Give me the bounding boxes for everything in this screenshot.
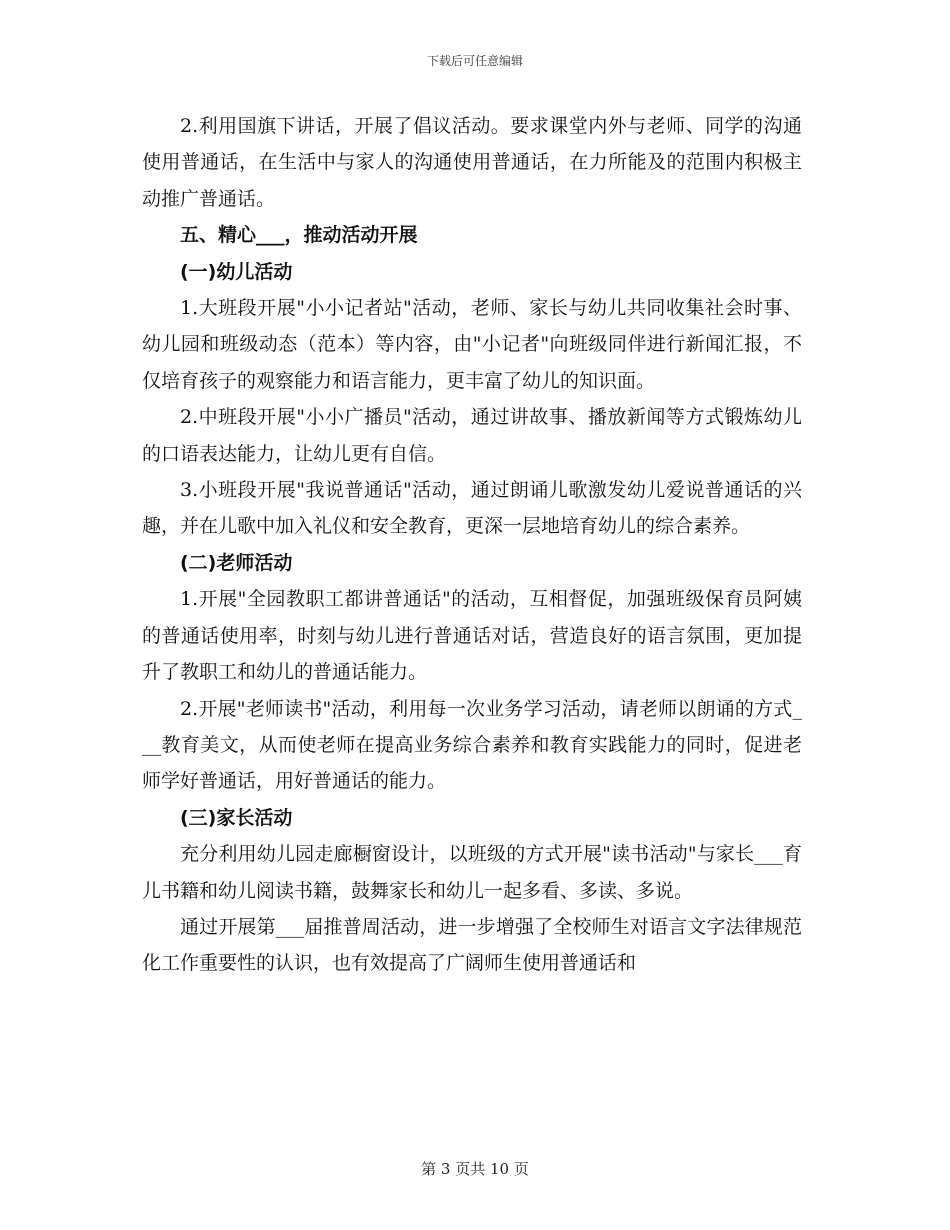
subheading-teacher-activities: (二)老师活动 xyxy=(180,551,293,574)
paragraph-1: 2.利用国旗下讲话，开展了倡议活动。要求课堂内外与老师、同学的沟通使用普通话，在生活中与家人的沟通使用普通话，在力所能及的范围内积极主动推广普通话。 xyxy=(142,115,802,210)
paragraph-6: 2.开展"老师读书"活动，利用每一次业务学习活动，请老师以朗诵的方式___教育美文，从而使老师在提高业务综合素养和教育实践能力的同时，促进老师学好普通话，用好普通话的能力。 xyxy=(142,697,802,793)
subheading-parent-activities: (三)家长活动 xyxy=(180,806,293,829)
paragraph-8: 通过开展第___届推普周活动，进一步增强了全校师生对语言文字法律规范化工作重要性的认识，也有效提高了广阔师生使用普通话和 xyxy=(142,915,802,975)
page-footer: 第 3 页共 10 页 xyxy=(421,1160,529,1178)
section-heading-5: 五、精心___，推动活动开展 xyxy=(180,224,418,247)
subheading-children-activities: (一)幼儿活动 xyxy=(180,260,293,283)
document-body xyxy=(142,108,802,982)
paragraph-4: 3.小班段开展"我说普通话"活动，通过朗诵儿歌激发幼儿爱说普通话的兴趣，并在儿歌中加入礼仪和安全教育，更深一层地培育幼儿的综合素养。 xyxy=(142,479,802,538)
paragraph-5: 1.开展"全园教职工都讲普通话"的活动，互相督促，加强班级保育员阿姨的普通话使用率，时刻与幼儿进行普通话对话，营造良好的语言氛围，更加提升了教职工和幼儿的普通话能力。 xyxy=(142,588,802,684)
page-header: 下载后可任意编辑 xyxy=(426,54,523,68)
paragraph-3: 2.中班段开展"小小广播员"活动，通过讲故事、播放新闻等方式锻炼幼儿的口语表达能力，让幼儿更有自信。 xyxy=(142,406,802,465)
paragraph-2: 1.大班段开展"小小记者站"活动，老师、家长与幼儿共同收集社会时事、幼儿园和班级动态（范本）等内容，由"小记者"向班级同伴进行新闻汇报，不仅培育孩子的观察能力和语言能力，更丰富了幼儿的知识面。 xyxy=(142,297,802,392)
paragraph-7: 充分利用幼儿园走廊橱窗设计，以班级的方式开展"读书活动"与家长___育儿书籍和幼儿阅读书籍，鼓舞家长和幼儿一起多看、多读、多说。 xyxy=(142,843,802,902)
